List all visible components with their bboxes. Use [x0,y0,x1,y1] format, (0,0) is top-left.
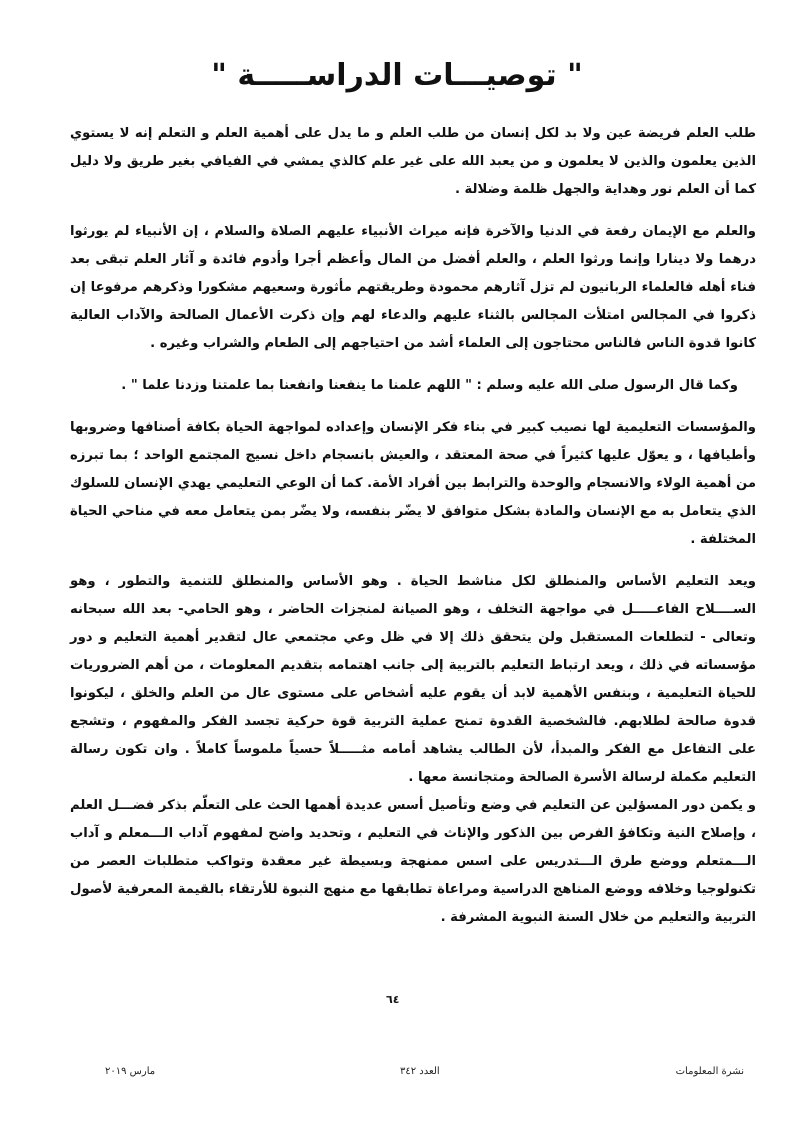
paragraph-prophet-quote: وكما قال الرسول صلى الله عليه وسلم : " اللهم علمنا ما ينفعنا وانفعنا بما علمتنا وزدنا علما " . [121,378,738,393]
document-body [70,120,756,932]
page-number: ٦٤ [386,993,400,1006]
footer-issue: العدد ٣٤٢ [400,1066,440,1077]
paragraph-knowledge-obligation: طلب العلم فريضة عين ولا بد لكل إنسان من طلب العلم و ما يدل على أهمية العلم و التعلم إنه لا يستوي الذين يعلمون والذين لا يعلمون و من يعبد الله على غير علم كالذي يمشي في الفيافي بغير طريق ولا دليل كما أن العلم نور وهداية والجهل ظلمة وضلالة . [70,126,756,197]
page-title: " توصيـــات الدراســـــة " [211,58,583,93]
page-footer [70,1066,744,1082]
footer-publication: نشرة المعلومات [675,1066,744,1077]
paragraph-educational-institutions: والمؤسسات التعليمية لها نصيب كبير في بناء فكر الإنسان وإعداده لمواجهة الحياة بكافة أصنافها وضروبها وأطيافها ، و يعوّل عليها كثيراً في صحة المعتقد ، والعيش بانسجام داخل نسيج المجتمع الواحد ؛ بما تبرزه من أهمية الولاء والانسجام والوحدة والترابط بين أفراد الأمة. كما أن الوعي التعليمي يهدي الإنسان للسلوك الذي يتعامل به مع الإنسان والمادة بشكل متوافق لا يضّر بنفسه، ولا يضّر بمن يتعامل معه في مناحي الحياة المختلفة . [70,420,756,547]
paragraph-knowledge-faith: والعلم مع الإيمان رفعة في الدنيا والآخرة فإنه ميراث الأنبياء عليهم الصلاة والسلام ، إن الأنبياء لم يورثوا درهما ولا دينارا وإنما ورثوا العلم ، والعلم أفضل من المال وأعظم أجرا وأدوم فائدة و آثار العلم تبقى بعد فناء أهله فالعلماء الربانيون لم تزل آثارهم محمودة وطريقتهم مأثورة وسعيهم مشكورا وذكرهم مرفوعا إن ذكروا في المجالس امتلأت المجالس بالثناء عليهم والدعاء لهم وإن ذكرت الأعمال الصالحة والآداب العالية كانوا قدوة الناس فالناس محتاجون إلى العلماء أشد من احتياجهم إلى الطعام والشراب وغيره . [70,224,756,351]
paragraph-officials-role: و يكمن دور المسؤلين عن التعليم في وضع وتأصيل أسس عديدة أهمها الحث على التعلّم بذكر فضـــل العلم ، وإصلاح النية وتكافؤ الفرص بين الذكور والإناث في التعليم ، وتحديد واضح لمفهوم آداب الـــمعلم و آداب الـــمتعلم ووضع طرق الـــتدريس على اسس ممنهجة وبسيطة غير معقدة وتواكب متطلبات العصر من تكنولوجيا وخلافه ووضع المناهج الدراسية ومراعاة تطابقها مع منهج النبوة للأرتقاء بالقيمة المعرفية لأصول التربية والتعليم من خلال السنة النبوية المشرفة . [70,798,756,925]
paragraph-education-foundation: ويعد التعليم الأساس والمنطلق لكل مناشط الحياة . وهو الأساس والمنطلق للتنمية والتطور ، وهو الســــلاح الفاعـــــل في مواجهة التخلف ، وهو الصيانة لمنجزات الحاضر ، وهو الحامي- بعد الله سبحانه وتعالى - لتطلعات المستقبل ولن يتحقق ذلك إلا في ظل وعي مجتمعي عال لتقدير أهمية التعليم و دور مؤسساته في ذلك ، ويعد ارتباط التعليم بالتربية إلى جانب اهتمامه بتقديم المعلومات ، من أهم الضروريات للحياة التعليمية ، وبنفس الأهمية لابد أن يقوم عليه أشخاص على مستوى عال من العلم والخلق ، ليكونوا قدوة صالحة لطلابهم. فالشخصية القدوة تمنح عملية التربية قوة حركية تجسد الفكر والمفهوم ، وتشجع على التفاعل مع الفكر والمبدأ، لأن الطالب يشاهد أمامه مثـــــلاً حسياً ملموساً كاملاً . وان تكون رسالة التعليم مكملة لرسالة الأسرة الصالحة ومتجانسة معها . [70,574,756,785]
footer-date: مارس ٢٠١٩ [105,1066,156,1077]
